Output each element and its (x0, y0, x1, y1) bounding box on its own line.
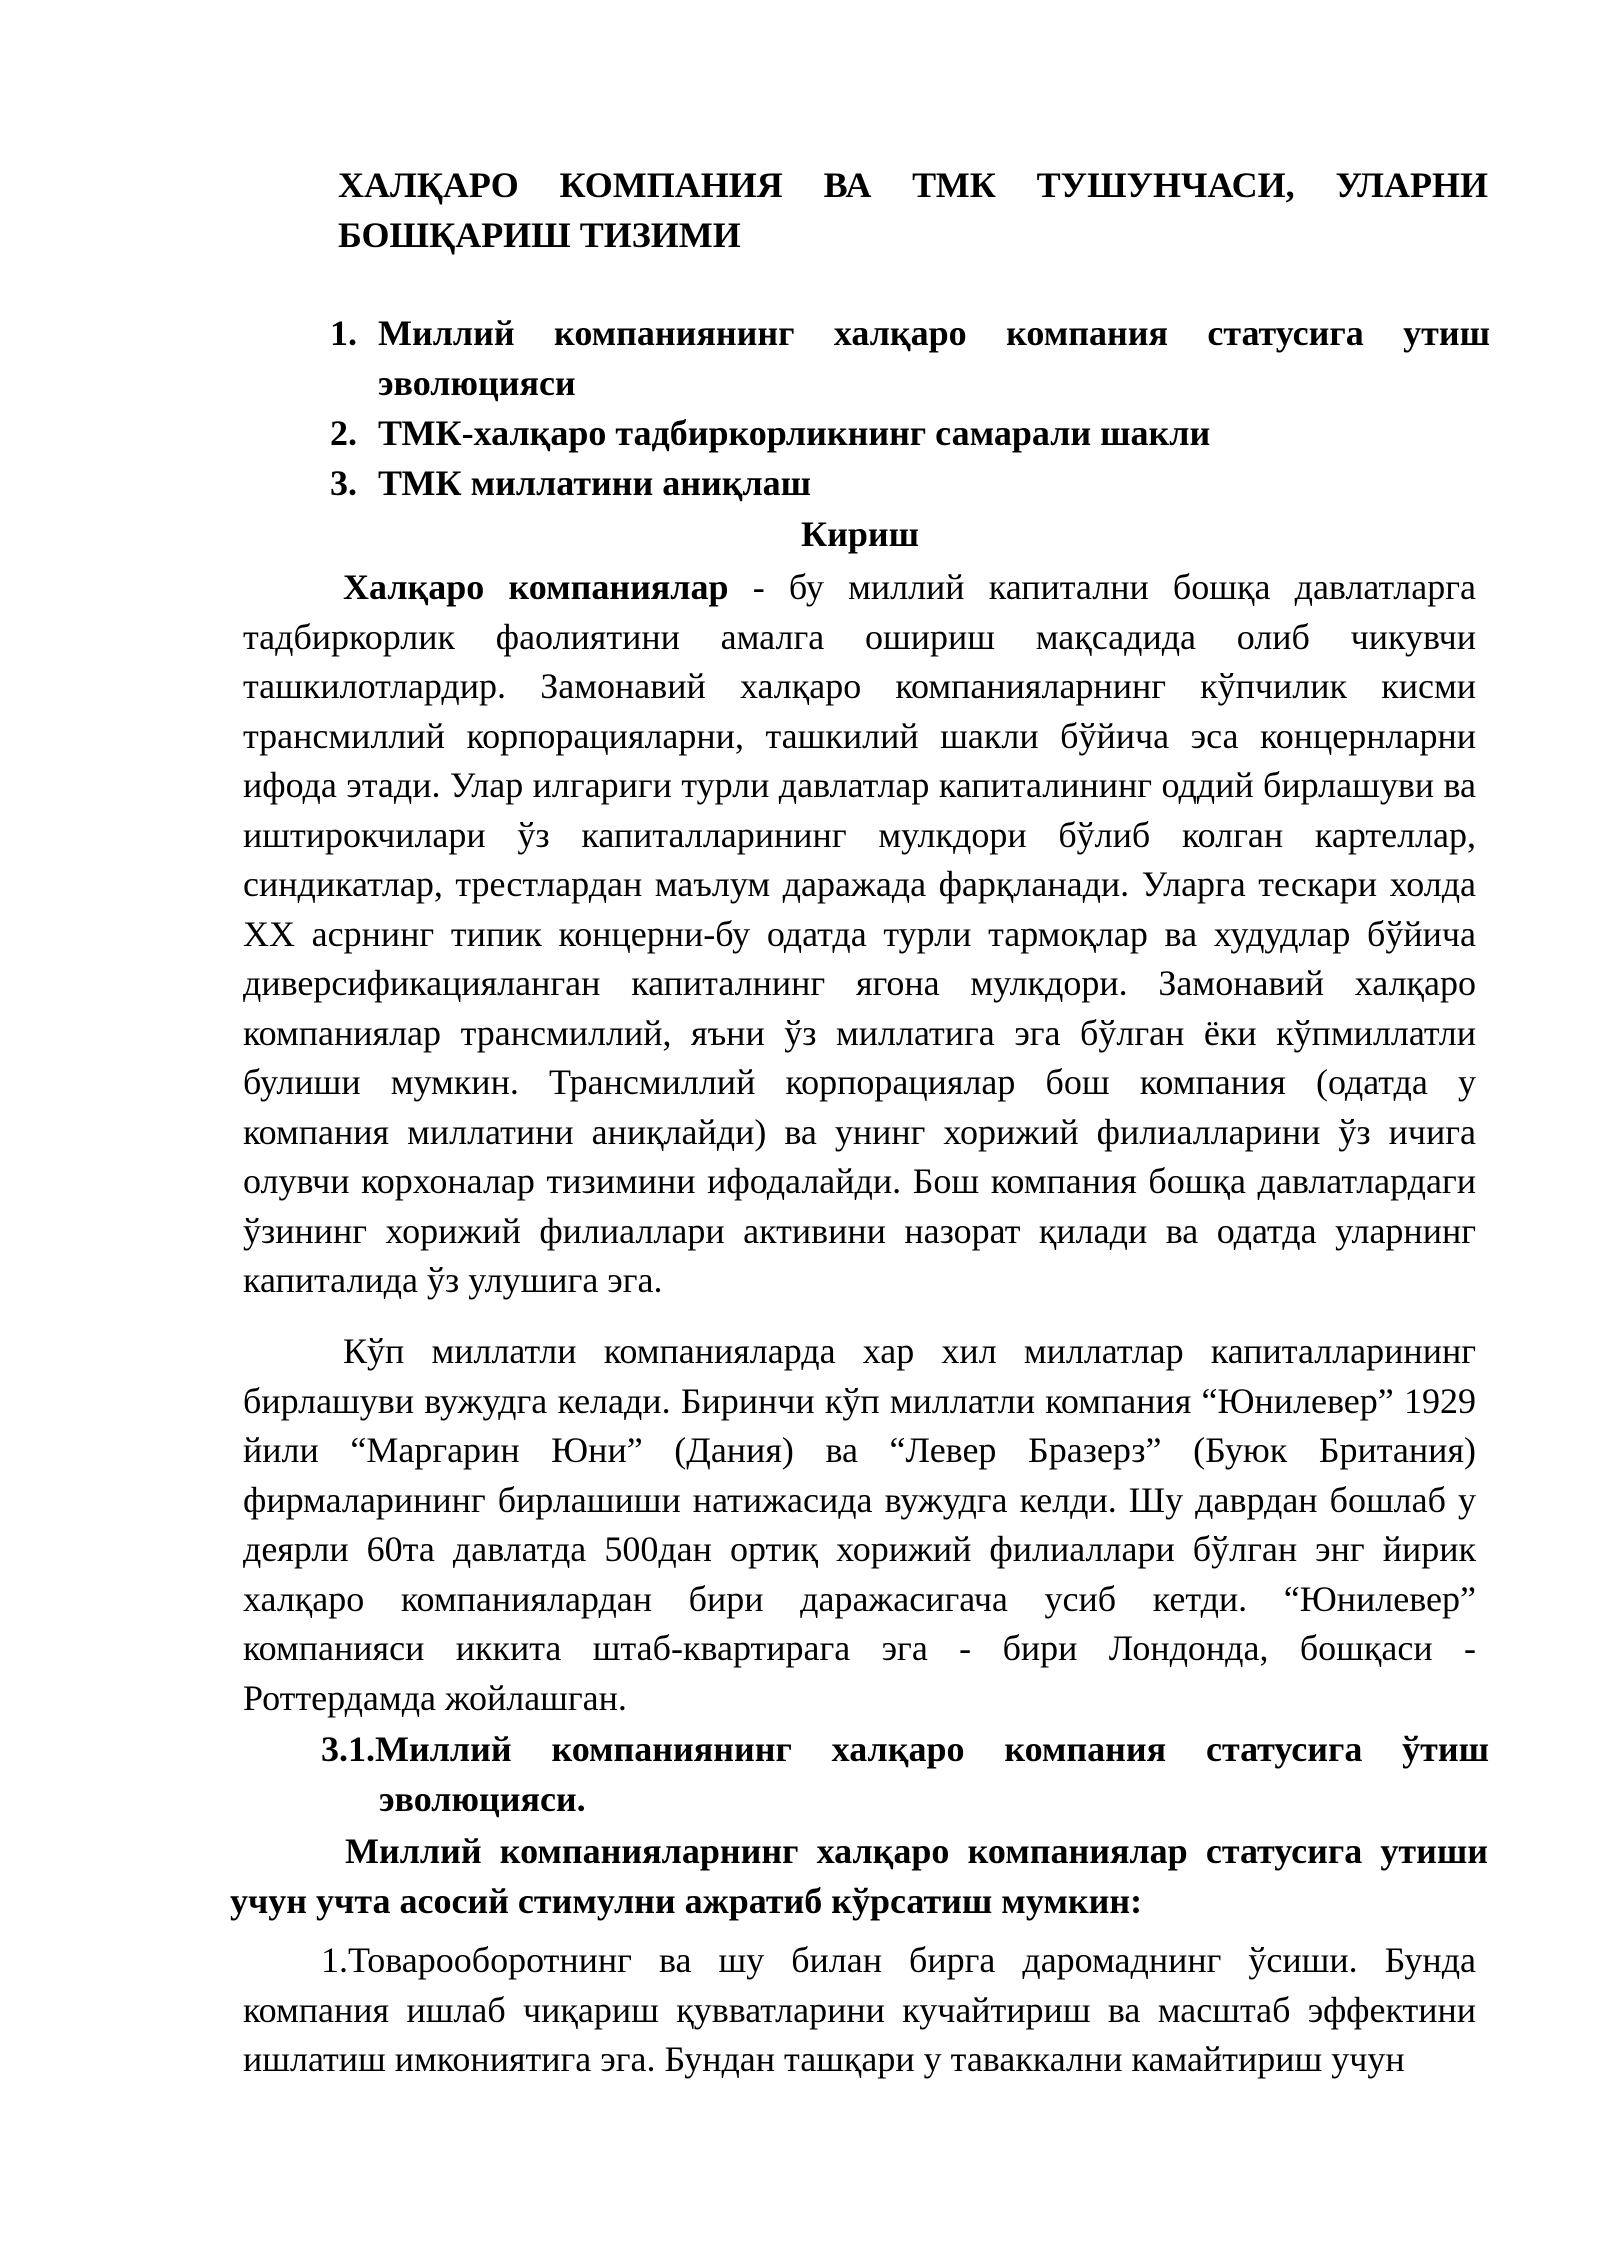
toc-item-number: 3. (330, 463, 357, 503)
toc-item (330, 308, 1490, 408)
section-heading-line-2: эволюцияси. (379, 1779, 586, 1819)
toc-item-text: ТМК-халқаро тадбиркорликнинг самарали шакли (378, 413, 1211, 453)
toc-item (330, 458, 1490, 508)
document-title (338, 160, 1488, 260)
toc-item-text: ТМК миллатини аниқлаш (378, 463, 812, 503)
section-heading-line-1: 3.1.Миллий компаниянинг халқаро компания статусига ўтиш (321, 1729, 1489, 1769)
table-of-contents (330, 308, 1490, 508)
intro-heading: Кириш (800, 514, 919, 554)
toc-item (330, 408, 1490, 458)
paragraph-lead-term: Халқаро компаниялар (343, 567, 729, 607)
stimuli-heading: Миллий компанияларнинг халқаро компаниялар статусига утиши учун учта асосий стимулни ажратиб кўрсатиш мумкин: (230, 1831, 1488, 1921)
toc-item-text: Миллий компаниянинг халқаро компания статусига утиш эволюцияси (378, 313, 1490, 403)
paragraph-unilever: Кўп миллатли компанияларда хар хил миллатлар капиталларининг бирлашуви вужудга келади. Биринчи кўп миллатли компания “Юнилевер” 1929 йили “Маргарин Юни” (Дания) ва “Левер Бразерз” (Буюк Британия) фирмаларининг бирлашиши натижасида вужудга келди. Шу даврдан бошлаб у деярли 60та давлатда 500дан ортиқ хорижий филиаллари бўлган энг йирик халқаро компаниялардан бири даражасигача усиб кетди. “Юнилевер” компанияси иккита штаб-квартирага эга - бири Лондонда, бошқаси - Роттердамда жойлашган. (243, 1331, 1476, 1718)
title-line-1: ХАЛҚАРО КОМПАНИЯ ВА ТМК ТУШУНЧАСИ, УЛАРНИ (338, 165, 1488, 205)
paragraph-stimulus-1: 1.Товарооборотнинг ва шу билан бирга даромаднинг ўсиши. Бунда компания ишлаб чиқариш қувватларини кучайтириш ва масштаб эффектини ишлатиш имкониятига эга. Бундан ташқари у таваккални камайтириш учун (243, 1940, 1476, 2079)
paragraph-body: - бу миллий капитални бошқа давлатларга тадбиркорлик фаолиятини амалга ошириш мақсадида олиб чикувчи ташкилотлардир. Замонавий халқаро компанияларнинг кўпчилик кисми трансмиллий корпорацияларни, ташкилий шакли бўйича эса концернларни ифода этади. Улар илгариги турли давлатлар капиталининг оддий бирлашуви ва иштирокчилари ўз капиталларининг мулкдори бўлиб колган картеллар, синдикатлар, трестлардан маълум даражада фарқланади. Уларга тескари холда XX асрнинг типик концерни-бу одатда турли тармоқлар ва худудлар бўйича диверсификацияланган капиталнинг ягона мулкдори. Замонавий халқаро компаниялар трансмиллий, яъни ўз миллатига эга бўлган ёки кўпмиллатли булиши мумкин. Трансмиллий корпорациялар бош компания (одатда у компания миллатини аниқлайди) ва унинг хорижий филиалларини ўз ичига олувчи корхоналар тизимини ифодалайди. Бош компания бошқа давлатлардаги ўзининг хорижий филиаллари активини назорат қилади ва одатда уларнинг капиталида ўз улушига эга. (243, 567, 1476, 1300)
toc-item-number: 2. (330, 413, 357, 453)
paragraph-intro (243, 563, 1476, 1306)
title-line-2: БОШҚАРИШ ТИЗИМИ (338, 215, 741, 255)
toc-item-number: 1. (330, 313, 357, 353)
section-heading (321, 1724, 1489, 1824)
